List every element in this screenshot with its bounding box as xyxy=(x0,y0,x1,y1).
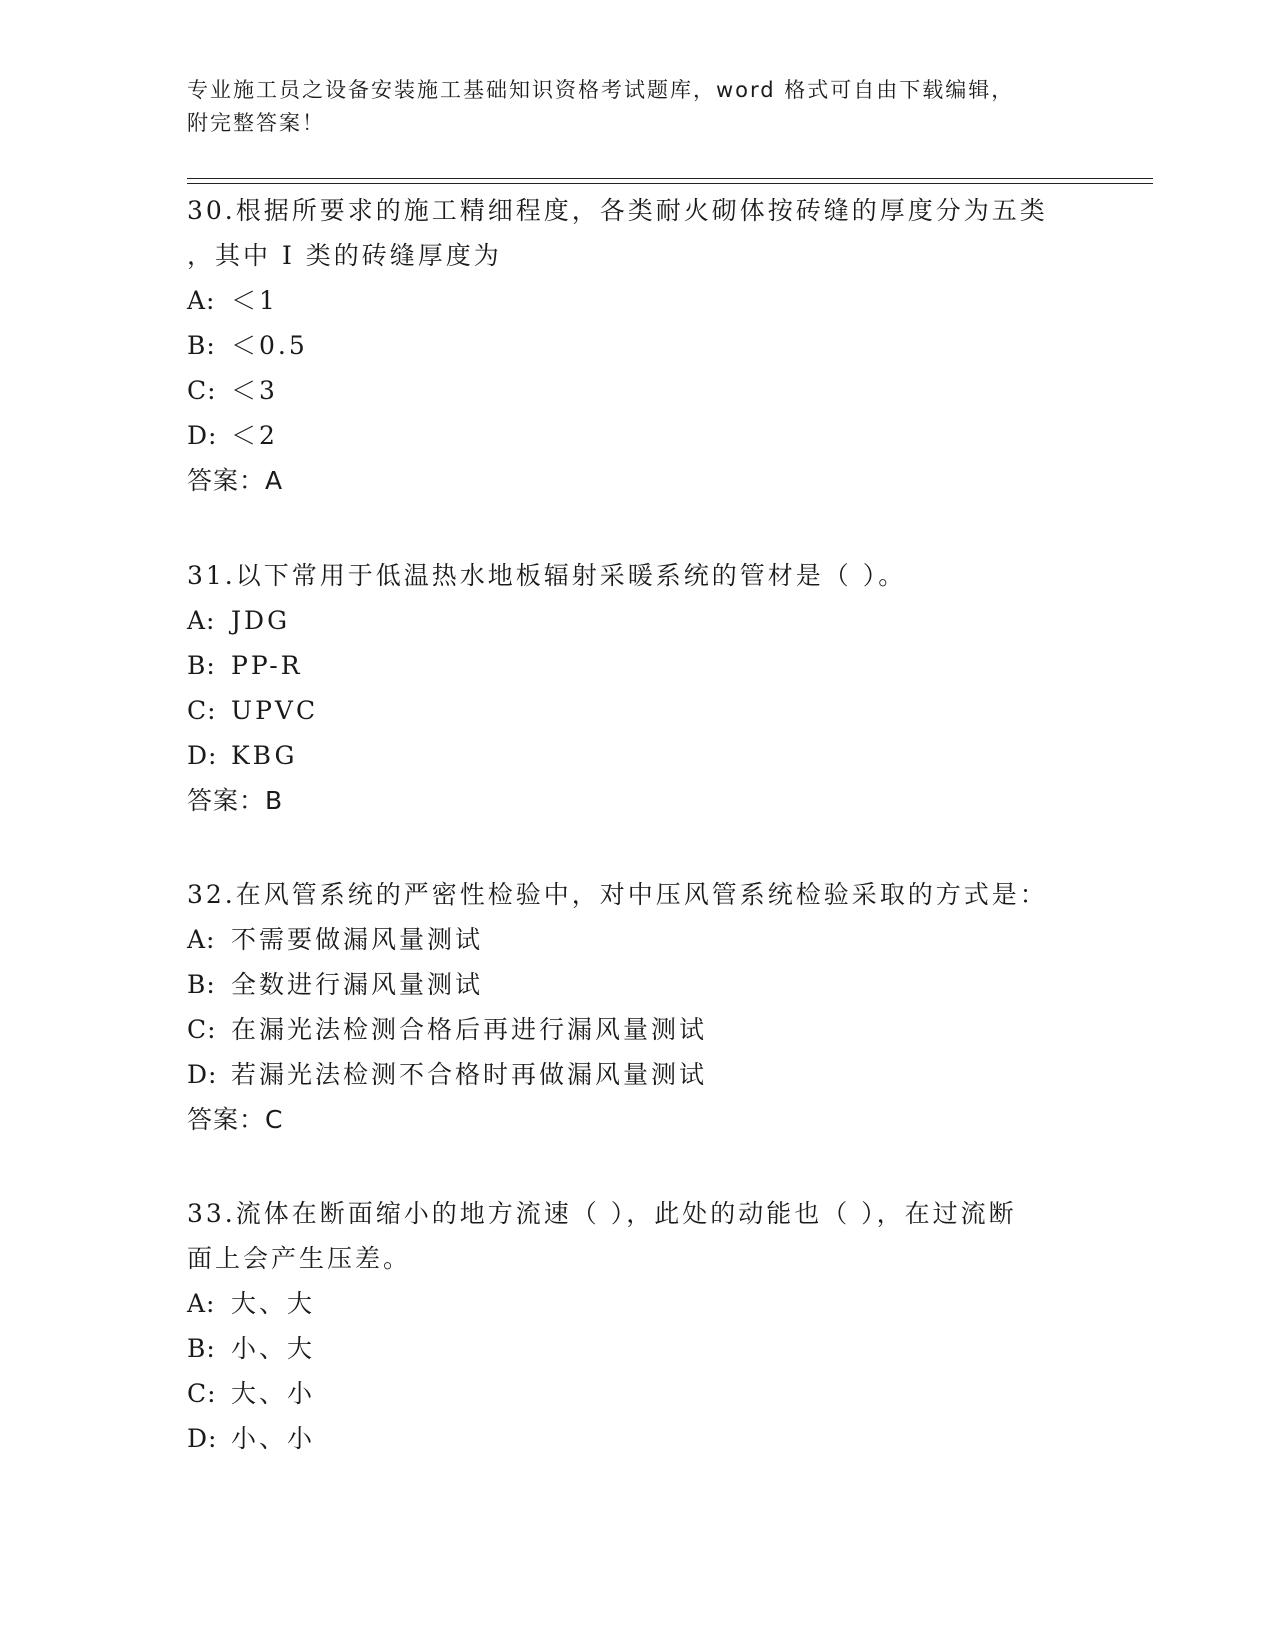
option-label: B: xyxy=(187,1334,216,1363)
option-b xyxy=(187,323,1087,368)
question-stem-line: 33.流体在断面缩小的地方流速（ ），此处的动能也（ ），在过流断 xyxy=(187,1199,1017,1228)
question-stem-line: 30.根据所要求的施工精细程度，各类耐火砌体按砖缝的厚度分为五类 xyxy=(187,196,1048,225)
option-d xyxy=(187,413,1087,458)
option-label: C: xyxy=(187,696,217,725)
option-text: ＜0.5 xyxy=(231,331,308,360)
answer-line: 答案：C xyxy=(187,1105,284,1134)
option-text: JDG xyxy=(231,606,291,635)
answer-line: 答案：A xyxy=(187,466,284,495)
question-30 xyxy=(187,188,1087,503)
option-text: 全数进行漏风量测试 xyxy=(231,970,484,999)
option-text: 大、大 xyxy=(231,1289,316,1318)
option-d xyxy=(187,1052,1087,1097)
option-label: C: xyxy=(187,1379,217,1408)
answer-line: 答案：B xyxy=(187,786,284,815)
option-d xyxy=(187,733,1087,778)
header-line-2: 附完整答案！ xyxy=(187,111,325,135)
option-label: D: xyxy=(187,1060,218,1089)
document-header xyxy=(187,74,1087,140)
question-stem-line: 32.在风管系统的严密性检验中，对中压风管系统检验采取的方式是： xyxy=(187,880,1048,909)
option-c xyxy=(187,688,1087,733)
option-text: 小、小 xyxy=(231,1424,316,1453)
option-text: PP-R xyxy=(231,651,303,680)
question-33 xyxy=(187,1191,1087,1461)
option-b xyxy=(187,1326,1087,1371)
option-label: B: xyxy=(187,331,216,360)
option-label: A: xyxy=(187,606,216,635)
option-label: D: xyxy=(187,741,218,770)
question-31 xyxy=(187,553,1087,823)
option-label: C: xyxy=(187,1015,217,1044)
header-line-1: 专业施工员之设备安装施工基础知识资格考试题库，word 格式可自由下载编辑， xyxy=(187,78,1015,102)
option-label: B: xyxy=(187,651,216,680)
option-d xyxy=(187,1416,1087,1461)
option-text: 若漏光法检测不合格时再做漏风量测试 xyxy=(231,1060,708,1089)
option-text: 大、小 xyxy=(231,1379,316,1408)
option-text: 小、大 xyxy=(231,1334,316,1363)
option-text: ＜2 xyxy=(231,421,278,450)
option-label: C: xyxy=(187,376,217,405)
option-a xyxy=(187,278,1087,323)
option-label: D: xyxy=(187,421,218,450)
option-a xyxy=(187,598,1087,643)
option-c xyxy=(187,1371,1087,1416)
question-stem-line: 31.以下常用于低温热水地板辐射采暖系统的管材是（ ）。 xyxy=(187,561,907,590)
option-c xyxy=(187,1007,1087,1052)
option-text: 在漏光法检测合格后再进行漏风量测试 xyxy=(231,1015,708,1044)
option-label: A: xyxy=(187,1289,216,1318)
option-a xyxy=(187,1281,1087,1326)
question-32 xyxy=(187,872,1087,1142)
option-label: B: xyxy=(187,970,216,999)
option-text: ＜3 xyxy=(231,376,278,405)
question-stem-line: 面上会产生压差。 xyxy=(187,1244,412,1273)
option-label: A: xyxy=(187,925,216,954)
option-text: KBG xyxy=(231,741,298,770)
question-stem-line: ，其中 I 类的砖缝厚度为 xyxy=(187,241,502,270)
option-label: D: xyxy=(187,1424,218,1453)
option-label: A: xyxy=(187,286,216,315)
option-text: ＜1 xyxy=(231,286,278,315)
header-divider-top xyxy=(187,178,1153,179)
option-c xyxy=(187,368,1087,413)
option-text: 不需要做漏风量测试 xyxy=(231,925,484,954)
option-b xyxy=(187,962,1087,1007)
option-a xyxy=(187,917,1087,962)
header-divider-bottom xyxy=(187,183,1153,184)
option-text: UPVC xyxy=(231,696,319,725)
option-b xyxy=(187,643,1087,688)
